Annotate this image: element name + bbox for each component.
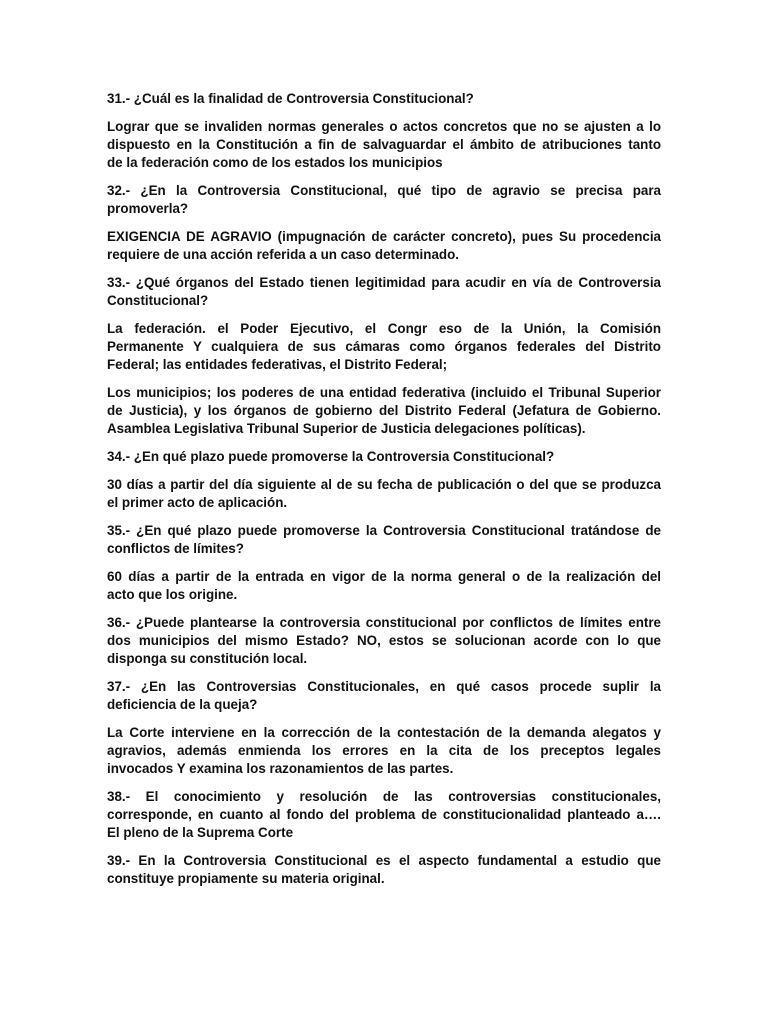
text-line: La federación. el Poder Ejecutivo, el Congr eso de la Unión, la Comisión bbox=[107, 321, 661, 336]
document-page bbox=[107, 90, 661, 898]
text-line: 37.- ¿En las Controversias Constitucionales, en qué casos procede suplir la bbox=[107, 679, 661, 694]
paragraph bbox=[107, 678, 661, 714]
text-line: La Corte interviene en la corrección de la contestación de la demanda alegatos y bbox=[107, 725, 661, 740]
text-line: disponga su constitución local. bbox=[107, 651, 308, 666]
paragraph bbox=[107, 274, 661, 310]
paragraph bbox=[107, 320, 661, 374]
text-line: acto que los origine. bbox=[107, 587, 238, 602]
paragraph bbox=[107, 448, 661, 466]
paragraph bbox=[107, 614, 661, 668]
text-line: Constitucional? bbox=[107, 293, 209, 308]
paragraph bbox=[107, 522, 661, 558]
text-line: requiere de una acción referida a un caso determinado. bbox=[107, 247, 459, 262]
text-line: promoverla? bbox=[107, 201, 189, 216]
text-line: 34.- ¿En qué plazo puede promoverse la Controversia Constitucional? bbox=[107, 449, 555, 464]
text-line: 30 días a partir del día siguiente al de su fecha de publicación o del que se produzca bbox=[107, 477, 661, 492]
paragraph bbox=[107, 568, 661, 604]
text-line: de la federación como de los estados los municipios bbox=[107, 155, 443, 170]
paragraph bbox=[107, 118, 661, 172]
text-line: EXIGENCIA DE AGRAVIO (impugnación de carácter concreto), pues Su procedencia bbox=[107, 229, 661, 244]
text-line: deficiencia de la queja? bbox=[107, 697, 258, 712]
paragraph bbox=[107, 228, 661, 264]
paragraph bbox=[107, 182, 661, 218]
text-line: corresponde, en cuanto al fondo del problema de constitucionalidad planteado a…. bbox=[107, 807, 661, 822]
text-line: Asamblea Legislativa Tribunal Superior de Justicia delegaciones políticas). bbox=[107, 421, 586, 436]
text-line: Los municipios; los poderes de una entidad federativa (incluido el Tribunal Superior bbox=[107, 385, 661, 400]
text-line: conflictos de límites? bbox=[107, 541, 244, 556]
text-line: dos municipios del mismo Estado? NO, estos se solucionan acorde con lo que bbox=[107, 633, 661, 648]
text-line: de Justicia), y los órganos de gobierno del Distrito Federal (Jefatura de Gobierno. bbox=[107, 403, 661, 418]
text-line: 39.- En la Controversia Constitucional es el aspecto fundamental a estudio que bbox=[107, 853, 661, 868]
text-line: agravios, además enmienda los errores en la cita de los preceptos legales bbox=[107, 743, 661, 758]
paragraph bbox=[107, 90, 661, 108]
paragraph bbox=[107, 384, 661, 438]
text-line: dispuesto en la Constitución a fin de salvaguardar el ámbito de atribuciones tanto bbox=[107, 137, 661, 152]
text-line: 31.- ¿Cuál es la finalidad de Controversia Constitucional? bbox=[107, 91, 474, 106]
text-line: 60 días a partir de la entrada en vigor de la norma general o de la realización del bbox=[107, 569, 661, 584]
paragraph bbox=[107, 852, 661, 888]
text-line: Lograr que se invaliden normas generales o actos concretos que no se ajusten a lo bbox=[107, 119, 661, 134]
paragraph bbox=[107, 476, 661, 512]
paragraph bbox=[107, 724, 661, 778]
text-line: 32.- ¿En la Controversia Constitucional, qué tipo de agravio se precisa para bbox=[107, 183, 661, 198]
text-line: Permanente Y cualquiera de sus cámaras como órganos federales del Distrito bbox=[107, 339, 661, 354]
text-line: 35.- ¿En qué plazo puede promoverse la Controversia Constitucional tratándose de bbox=[107, 523, 661, 538]
text-line: El pleno de la Suprema Corte bbox=[107, 825, 294, 840]
text-line: invocados Y examina los razonamientos de las partes. bbox=[107, 761, 454, 776]
text-line: 36.- ¿Puede plantearse la controversia constitucional por conflictos de límites entre bbox=[107, 615, 661, 630]
text-line: 38.- El conocimiento y resolución de las controversias constitucionales, bbox=[107, 789, 661, 804]
text-line: 33.- ¿Qué órganos del Estado tienen legitimidad para acudir en vía de Controversia bbox=[107, 275, 661, 290]
paragraph bbox=[107, 788, 661, 842]
text-line: Federal; las entidades federativas, el Distrito Federal; bbox=[107, 357, 448, 372]
text-line: constituye propiamente su materia original. bbox=[107, 871, 385, 886]
text-line: el primer acto de aplicación. bbox=[107, 495, 288, 510]
